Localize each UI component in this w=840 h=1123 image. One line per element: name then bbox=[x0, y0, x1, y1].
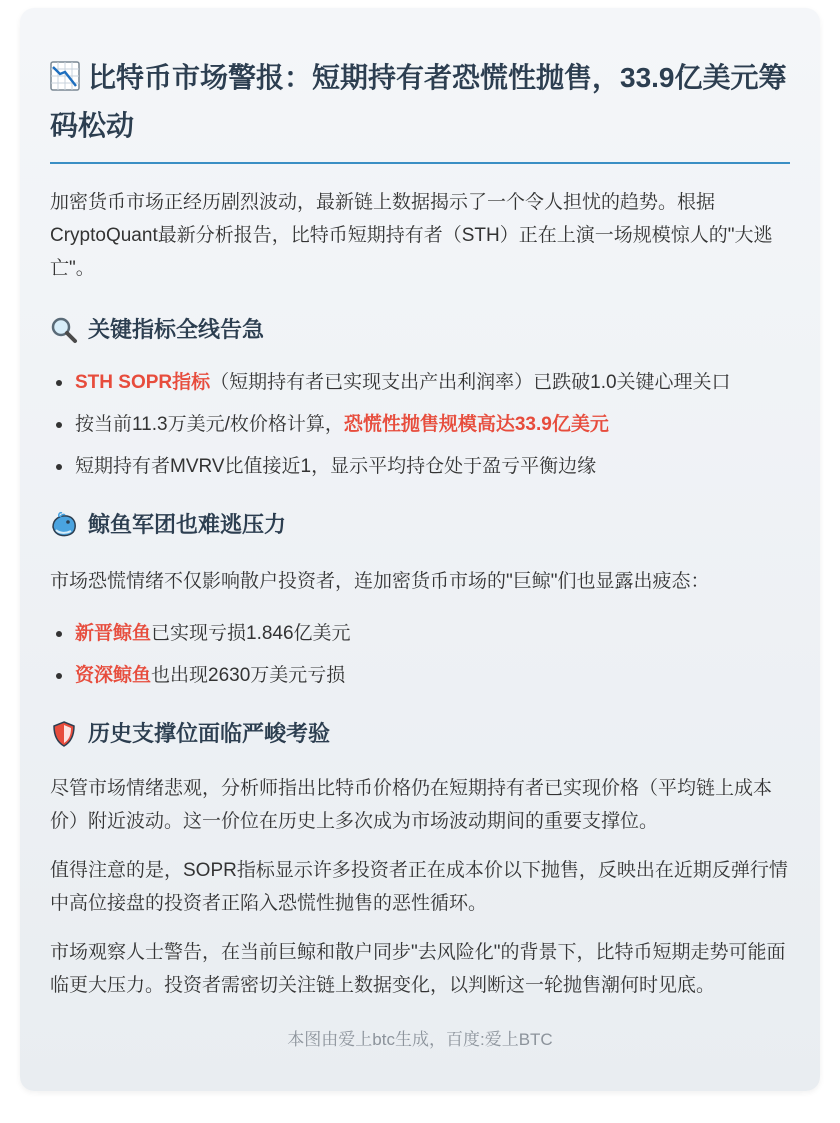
list-item bbox=[50, 453, 790, 481]
whales-list bbox=[50, 620, 790, 690]
article-card bbox=[20, 8, 820, 1091]
whale-icon bbox=[50, 511, 78, 539]
key-indicators-list bbox=[50, 369, 790, 481]
item-text: （短期持有者已实现支出产出利润率）已跌破1.0关键心理关口 bbox=[210, 372, 731, 393]
section-heading-text: 鲸鱼军团也难逃压力 bbox=[88, 512, 287, 537]
section-heading-text: 关键指标全线告急 bbox=[88, 317, 265, 342]
shield-icon bbox=[50, 720, 78, 748]
highlight-text: STH SOPR指标 bbox=[75, 372, 211, 393]
item-text: 短期持有者MVRV比值接近1，显示平均持仓处于盈亏平衡边缘 bbox=[75, 456, 597, 477]
list-item bbox=[50, 620, 790, 648]
title-text: 比特币市场警报：短期持有者恐慌性抛售，33.9亿美元筹码松动 bbox=[50, 62, 787, 141]
item-text: 也出现2630万美元亏损 bbox=[151, 665, 346, 686]
chart-decreasing-icon bbox=[50, 61, 80, 91]
highlight-text: 恐慌性抛售规模高达33.9亿美元 bbox=[343, 414, 609, 435]
footer-watermark: 本图由爱上btc生成，百度:爱上BTC bbox=[287, 1030, 553, 1049]
intro-paragraph: 加密货币市场正经历剧烈波动，最新链上数据揭示了一个令人担忧的趋势。根据CryptoQuant最新分析报告，比特币短期持有者（STH）正在上演一场规模惊人的"大逃亡"。 bbox=[50, 192, 773, 279]
section-heading-key-indicators bbox=[50, 315, 790, 345]
page-title bbox=[50, 54, 790, 164]
list-item bbox=[50, 369, 790, 397]
magnifying-glass-icon bbox=[50, 316, 78, 344]
section-heading-support-level bbox=[50, 719, 790, 749]
highlight-text: 新晋鲸鱼 bbox=[75, 623, 152, 644]
section-heading-whales bbox=[50, 510, 790, 540]
body-paragraph: 市场观察人士警告，在当前巨鲸和散户同步"去风险化"的背景下，比特币短期走势可能面临更大压力。投资者需密切关注链上数据变化，以判断这一轮抛售潮何时见底。 bbox=[50, 942, 786, 996]
section-heading-text: 历史支撑位面临严峻考验 bbox=[88, 721, 331, 746]
list-item bbox=[50, 411, 790, 439]
highlight-text: 资深鲸鱼 bbox=[75, 665, 152, 686]
list-item bbox=[50, 662, 790, 690]
body-paragraph: 尽管市场情绪悲观，分析师指出比特币价格仍在短期持有者已实现价格（平均链上成本价）附近波动。这一价位在历史上多次成为市场波动期间的重要支撑位。 bbox=[50, 778, 773, 832]
item-text: 已实现亏损1.846亿美元 bbox=[151, 623, 351, 644]
whales-intro-paragraph: 市场恐慌情绪不仅影响散户投资者，连加密货币市场的"巨鲸"们也显露出疲态： bbox=[50, 571, 710, 592]
item-text: 按当前11.3万美元/枚价格计算， bbox=[75, 414, 344, 435]
body-paragraph: 值得注意的是，SOPR指标显示许多投资者正在成本价以下抛售，反映出在近期反弹行情中高位接盘的投资者正陷入恐慌性抛售的恶性循环。 bbox=[50, 860, 788, 914]
